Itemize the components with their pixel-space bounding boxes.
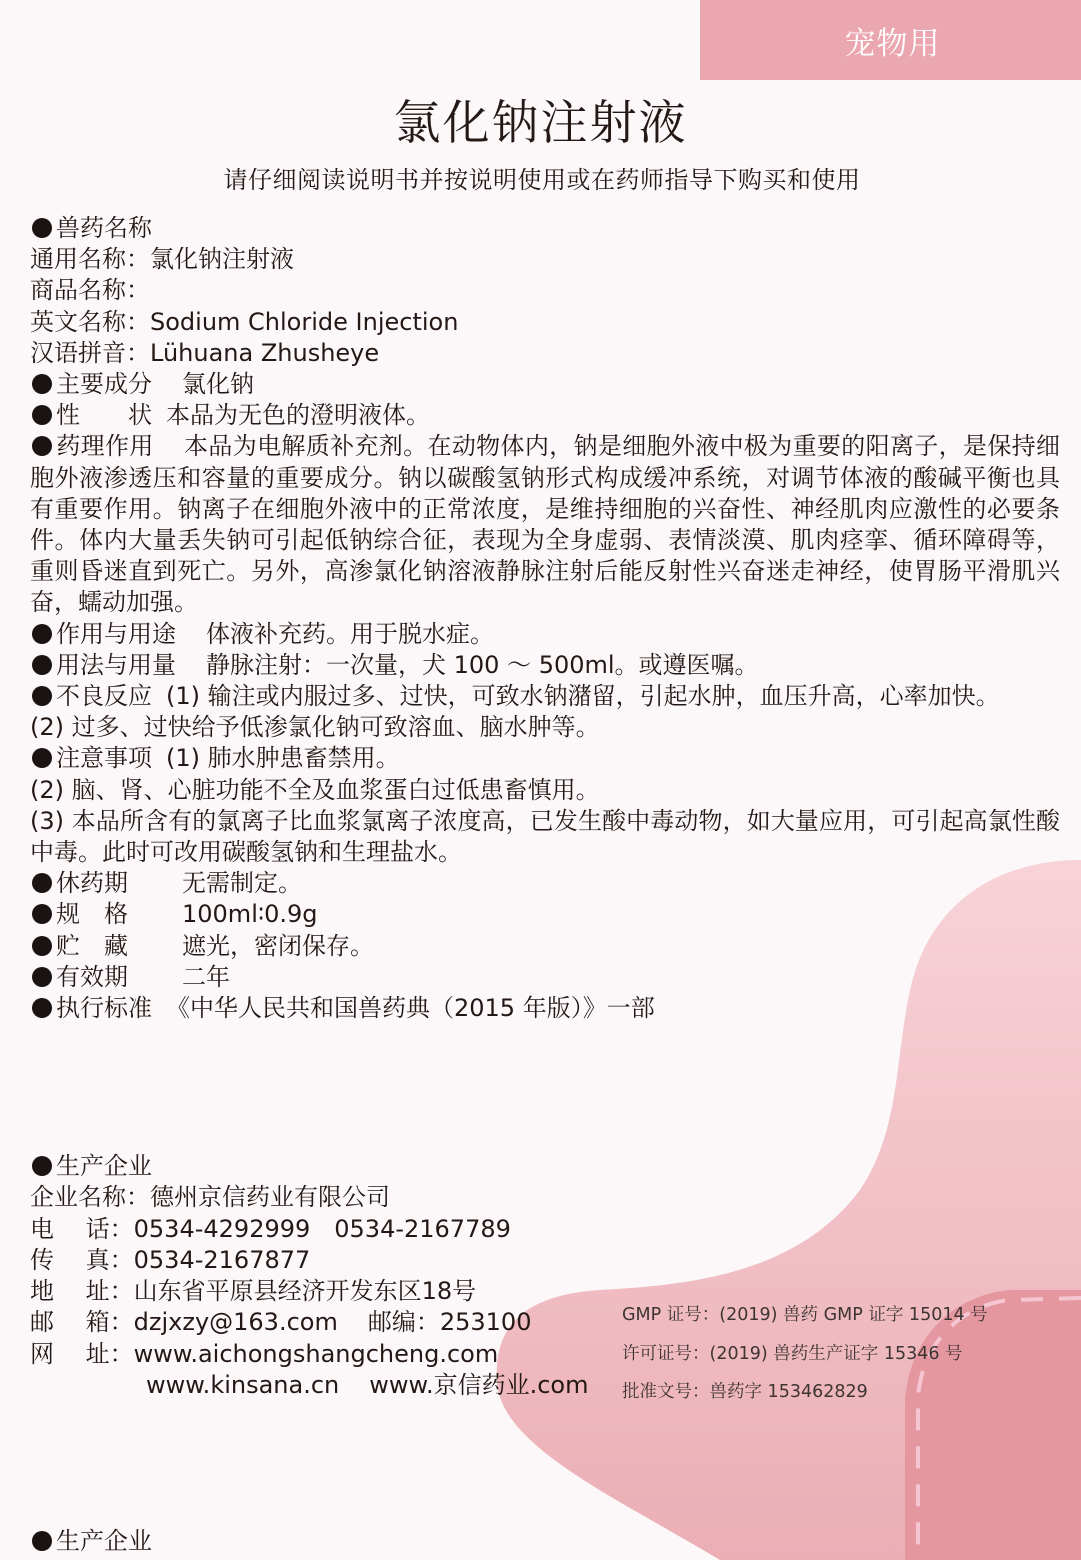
page-title: 氯化钠注射液 xyxy=(393,96,688,151)
english-name-row: 英文名称：Sodium Chloride Injection xyxy=(30,307,459,336)
bullet-icon xyxy=(32,405,52,425)
website-row-2 xyxy=(30,1370,650,1401)
bullet-icon xyxy=(32,967,52,987)
certificate-numbers xyxy=(622,1296,1072,1412)
precautions-row-3: (3) 本品所含有的氯离子比血浆氯离子浓度高，已发生酸中毒动物，如大量应用，可引起高氯性酸中毒。此时可改用碳酸氢钠和生理盐水。 xyxy=(30,806,1060,867)
website-link-1[interactable]: www.aichongshangcheng.com xyxy=(133,1339,499,1368)
pinyin-name-row: 汉语拼音：Lühuana Zhusheye xyxy=(30,338,380,367)
drug-instructions xyxy=(30,213,1060,1024)
email-row: 邮 箱：dzjxzy@163.com 邮编：253100 xyxy=(30,1308,532,1337)
website-link-3[interactable]: www.京信药业.com xyxy=(369,1371,589,1400)
bullet-icon xyxy=(32,748,52,768)
address-row: 地 址：山东省平原县经济开发东区18号 xyxy=(30,1277,477,1306)
pharmacology-row: 药理作用 本品为电解质补充剂。在动物体内，钠是细胞外液中极为重要的阳离子，是保持细胞外液渗透压和容量的重要成分。钠以碳酸氢钠形式构成缓冲系统，对调节体液的酸碱平衡也具有重要作用。钠离子在细胞外液中的正常浓度，是维持细胞的兴奋性、神经肌肉应激性的必要条件。体内大量丢失钠可引起低钠综合征，表现为全身虚弱、表情淡漠、肌肉痉挛、循环障碍等，重则昏迷直到死亡。另外，高渗氯化钠溶液静脉注射后能反射性兴奋迷走神经，使胃肠平滑肌兴奋，蠕动加强。 xyxy=(30,432,1061,617)
production-license: 许可证号：(2019) 兽药生产证字 15346 号 xyxy=(622,1343,963,1364)
bullet-icon xyxy=(32,218,52,238)
bullet-icon xyxy=(32,1156,52,1176)
website-link-2[interactable]: www.kinsana.cn xyxy=(146,1371,340,1400)
ingredient-row: 主要成分 氯化钠 xyxy=(30,369,1060,400)
drug-name-heading: 兽药名称 xyxy=(30,213,1060,244)
spec-row: 规 格 100ml∶0.9g xyxy=(30,899,1060,930)
manufacturer-heading: 生产企业 xyxy=(30,1151,650,1182)
withdrawal-row: 休药期 无需制定。 xyxy=(30,868,1060,899)
manufacturer-info xyxy=(30,1151,650,1401)
bullet-icon xyxy=(32,624,52,644)
precautions-row-2: (2) 脑、肾、心脏功能不全及血浆蛋白过低患畜慎用。 xyxy=(30,775,600,804)
dosage-row: 用法与用量 静脉注射：一次量，犬 100 ～ 500ml。或遵医嘱。 xyxy=(30,650,1060,681)
pet-use-label: 宠物用 xyxy=(844,25,941,62)
fax-row: 传 真：0534-2167877 xyxy=(30,1245,311,1274)
adverse-row-2: (2) 过多、过快给予低渗氯化钠可致溶血、脑水肿等。 xyxy=(30,713,600,742)
bullet-icon xyxy=(32,998,52,1018)
bullet-icon xyxy=(32,686,52,706)
company-name-row: 企业名称：德州京信药业有限公司 xyxy=(30,1183,390,1212)
phone-row: 电 话：0534-4292999 0534-2167789 xyxy=(30,1214,511,1243)
storage-row: 贮 藏 遮光，密闭保存。 xyxy=(30,931,1060,962)
appearance-row: 性 状 本品为无色的澄明液体。 xyxy=(30,400,1060,431)
validity-row: 有效期 二年 xyxy=(30,962,1060,993)
indications-row: 作用与用途 体液补充药。用于脱水症。 xyxy=(30,619,1060,650)
bullet-icon xyxy=(32,936,52,956)
precautions-row: 注意事项 (1) 肺水肿患畜禁用。 xyxy=(30,743,1060,774)
website-row: 网 址：www.aichongshangcheng.com xyxy=(30,1339,499,1368)
bullet-icon xyxy=(32,655,52,675)
bullet-icon xyxy=(32,904,52,924)
standard-row: 执行标准 《中华人民共和国兽药典（2015 年版）》一部 xyxy=(30,993,1060,1024)
approval-number: 批准文号：兽药字 153462829 xyxy=(622,1382,868,1402)
email-link[interactable]: dzjxzy@163.com xyxy=(133,1308,338,1337)
bullet-icon xyxy=(32,1531,52,1551)
instruction-notice: 请仔细阅读说明书并按说明使用或在药师指导下购买和使用 xyxy=(223,166,861,194)
adverse-row: 不良反应 (1) 输注或内服过多、过快，可致水钠潴留，引起水肿，血压升高，心率加快。 xyxy=(30,681,1060,712)
generic-name-row: 通用名称：氯化钠注射液 xyxy=(30,245,294,274)
bullet-icon xyxy=(32,436,52,456)
pet-use-tag xyxy=(700,0,1081,80)
gmp-certificate: GMP 证号：(2019) 兽药 GMP 证字 15014 号 xyxy=(622,1305,988,1325)
footer-manufacturer-heading: 生产企业 xyxy=(30,1526,152,1557)
trade-name-row: 商品名称： xyxy=(30,276,150,305)
bullet-icon xyxy=(32,374,52,394)
bullet-icon xyxy=(32,873,52,893)
